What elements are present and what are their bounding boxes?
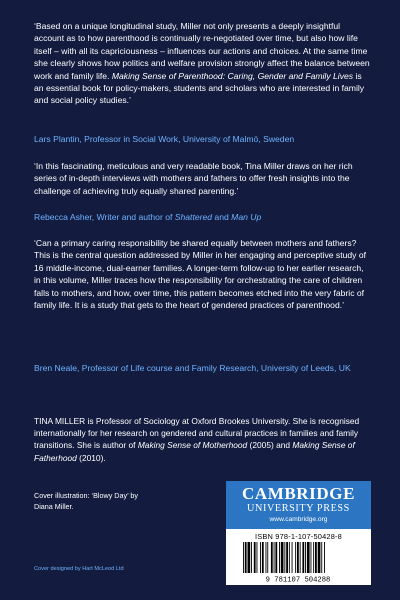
publisher-press: UNIVERSITY PRESS [247,503,350,514]
barcode-bar [275,542,277,573]
barcode-bar [292,542,293,573]
author-book-2: Making Sense of Fatherhood [34,440,355,463]
quote-1 [34,20,372,107]
quote-3-attribution: Bren Neale, Professor of Life course and Family Research, University of Leeds, UK [34,363,351,373]
quote-2-book-2: Man Up [231,212,262,222]
quote-2-attribution-text: Rebecca Asher, Writer and author of [34,212,175,222]
barcode-bar [281,542,284,573]
barcode-bar [289,542,290,573]
barcode-panel [226,529,371,585]
barcode-bar [295,542,296,573]
barcode-bar [321,542,322,573]
barcode-bar [302,542,304,573]
author-book-1: Making Sense of Motherhood [137,440,248,451]
barcode-bar [254,542,256,573]
barcode-bar [279,542,280,573]
quote-2-book-1: Shattered [174,212,213,222]
barcode-bar [311,542,312,573]
barcode-bar [245,542,247,573]
barcode-bar [324,542,325,573]
barcode-bar [313,542,314,573]
barcode-bar [286,542,288,573]
publisher-logo [226,481,371,529]
barcode-bar [284,542,285,573]
barcode-bar [262,542,264,573]
barcode-bar [318,542,321,573]
barcode-bar [274,542,275,573]
author-bio-text-2: (2005) and [247,440,293,451]
barcode-bar [257,542,258,573]
author-bio-text-3: (2010). [76,452,106,463]
quote-2-attribution-and: and [212,212,232,222]
author-bio [34,415,364,464]
barcode-bar [248,542,251,573]
quote-1-text: ‘Based on a unique longitudinal study, Miller not only presents a deeply insightful account as to how parenthood is continually re-negotiated over time, but also how life itself – with all its capriciousness – influences our actions and choices. At the same time she clearly shows how politics and welfare provision strongly affect the balance between work and family life. [34,21,370,81]
author-name: TINA MILLER [34,416,86,426]
barcode-bar [266,542,267,573]
barcode [236,542,361,583]
barcode-digits: 9 781107 504288 [265,576,331,583]
barcode-bar [315,542,317,573]
barcode-bar [307,542,310,573]
quote-2-attribution [34,211,374,223]
barcode-bar [297,542,299,573]
barcode-bar [267,542,268,573]
publisher-website: www.cambridge.org [269,516,328,523]
barcode-bar [251,542,252,573]
barcode-bar [260,542,261,573]
quote-3: ‘Can a primary caring responsibility be shared equally between mothers and fathers? This is the central question addressed by Miller in her engaging and perceptive study of 16 middle-income, dual-earner families. A longer-term follow-up to her earlier research, in this volume, Miller traces how the responsibility for orchestrating the care of children falls to mothers, and how, over time, this pattern becomes etched into the very fabric of family life. It is a study that gets to the heart of gendered practices of parenthood.’ [34,238,367,311]
isbn-label: ISBN 978-1-107-50428-8 [255,532,342,541]
barcode-bar [305,542,306,573]
quote-2: ‘In this fascinating, meticulous and very readable book, Tina Miller draws on her rich series of in-depth interviews with mothers and fathers to offer fresh insights into the challenge of achieving truly equally shared parenting.’ [34,161,353,196]
publisher-name: CAMBRIDGE [241,484,356,503]
quote-1-attribution: Lars Plantin, Professor in Social Work, University of Malmö, Sweden [34,134,295,144]
barcode-bar [243,542,244,573]
barcode-bar [271,542,273,573]
quote-1-book-title: Making Sense of Parenthood: Caring, Gender and Family Lives [111,70,354,81]
cover-design-credit: Cover designed by Hart McLeod Ltd [34,566,124,572]
author-bio-text: is Professor of Sociology at Oxford Brookes University. She is recognised internationally for her research on gendered and cultural practices in families and family transitions. She is author of [34,416,360,451]
quote-1-text-end: is an essential book for policy-makers, students and scholars who are interested in family and social policy studies.’ [34,70,365,106]
barcode-bar [300,542,301,573]
cover-illustration-credit: Cover illustration: ‘Blowy Day’ by Diana Miller. [34,491,138,511]
